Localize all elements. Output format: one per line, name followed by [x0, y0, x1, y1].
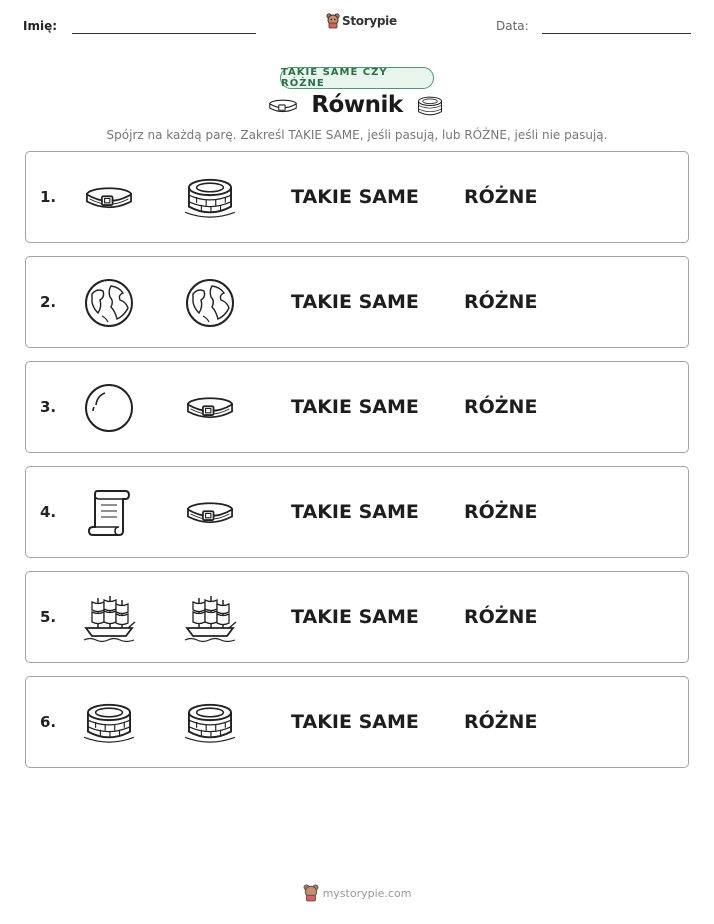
date-label: Data: [496, 19, 529, 33]
bear-logo-icon [303, 884, 319, 902]
globe-icon [182, 277, 238, 329]
name-line[interactable] [72, 33, 256, 34]
belt-icon [81, 172, 137, 224]
date-line[interactable] [542, 33, 691, 34]
brand-name: Storypie [342, 14, 397, 28]
exercise-row [25, 571, 689, 663]
bubble-icon [81, 382, 137, 434]
page-title: Równik [311, 92, 403, 118]
ship-icon [81, 592, 137, 644]
option-different[interactable]: RÓŻNE [464, 711, 538, 733]
row-number: 3. [40, 398, 57, 416]
option-same[interactable]: TAKIE SAME [291, 606, 419, 628]
scroll-icon [81, 487, 137, 539]
footer [0, 884, 714, 902]
well-icon [182, 172, 238, 224]
ship-icon [182, 592, 238, 644]
exercise-row [25, 256, 689, 348]
exercise-row [25, 151, 689, 243]
option-same[interactable]: TAKIE SAME [291, 711, 419, 733]
option-different[interactable]: RÓŻNE [464, 606, 538, 628]
row-number: 1. [40, 188, 57, 206]
worksheet-badge: TAKIE SAME CZY RÓŻNE [280, 67, 434, 89]
option-different[interactable]: RÓŻNE [464, 501, 538, 523]
belt-icon [182, 487, 238, 539]
storypie-logo [326, 13, 397, 29]
globe-icon [81, 277, 137, 329]
option-different[interactable]: RÓŻNE [464, 291, 538, 313]
option-different[interactable]: RÓŻNE [464, 396, 538, 418]
footer-url[interactable]: mystorypie.com [322, 886, 412, 900]
exercise-row [25, 361, 689, 453]
instructions: Spójrz na każdą parę. Zakreśl TAKIE SAME, jeśli pasują, lub RÓŻNE, jeśli nie pasują. [106, 128, 608, 142]
belt-icon [182, 382, 238, 434]
well-icon [415, 95, 445, 123]
option-different[interactable]: RÓŻNE [464, 186, 538, 208]
row-number: 2. [40, 293, 57, 311]
page-title-wrap [0, 92, 714, 118]
name-label: Imię: [23, 19, 58, 33]
option-same[interactable]: TAKIE SAME [291, 501, 419, 523]
row-number: 6. [40, 713, 57, 731]
option-same[interactable]: TAKIE SAME [291, 291, 419, 313]
well-icon [81, 697, 137, 749]
bear-logo-icon [326, 13, 340, 29]
exercise-row [25, 676, 689, 768]
exercise-row [25, 466, 689, 558]
option-same[interactable]: TAKIE SAME [291, 186, 419, 208]
row-number: 5. [40, 608, 57, 626]
well-icon [182, 697, 238, 749]
option-same[interactable]: TAKIE SAME [291, 396, 419, 418]
row-number: 4. [40, 503, 57, 521]
